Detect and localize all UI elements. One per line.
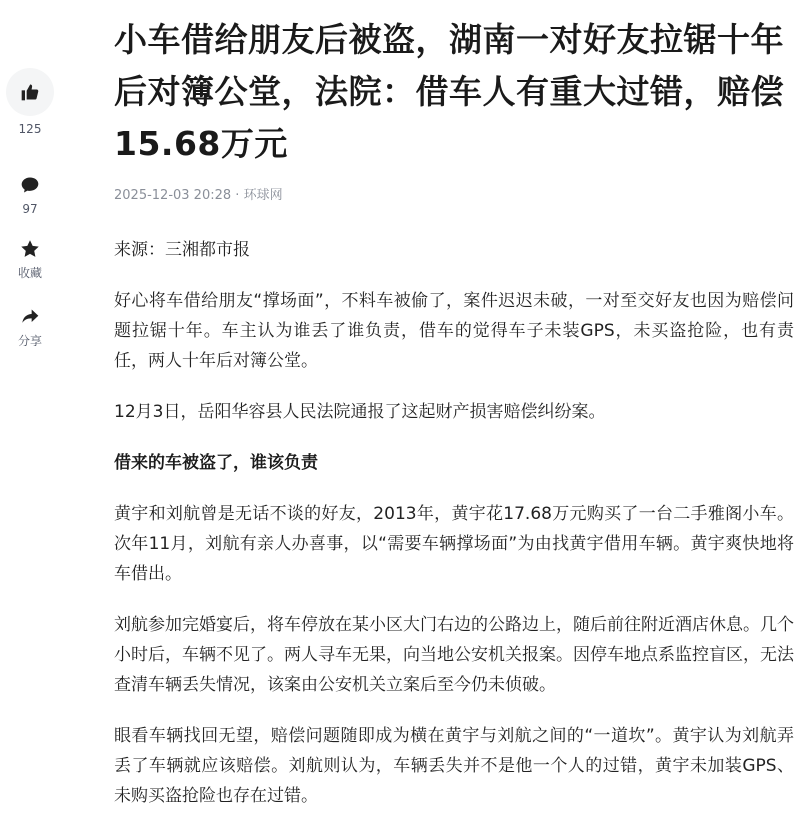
- paragraph: 12月3日，岳阳华容县人民法院通报了这起财产损害赔偿纠纷案。: [114, 402, 606, 422]
- share-label: 分享: [17, 334, 42, 348]
- source-line: 来源：三湘都市报: [114, 240, 250, 260]
- comment-button[interactable]: [0, 174, 60, 216]
- comment-icon-wrap: [0, 174, 60, 196]
- share-button[interactable]: [0, 306, 60, 348]
- article-body: [114, 235, 794, 811]
- paragraph: 黄宇和刘航曾是无话不谈的好友，2013年，黄宇花17.68万元购买了一台二手雅阁小车。次年11月，刘航有亲人办喜事，以“需要车辆撑场面”为由找黄宇借用车辆。黄宇爽快地将车借出。: [114, 504, 794, 584]
- paragraph: 好心将车借给朋友“撑场面”，不料车被偷了，案件迟迟未破，一对至交好友也因为赔偿问题拉锯十年。车主认为谁丢了谁负责，借车的觉得车子未装GPS，未买盗抢险，也有责任，两人十年后对簿公堂。: [114, 291, 794, 371]
- share-icon-wrap: [0, 306, 60, 328]
- thumbs-up-icon: [20, 82, 40, 102]
- like-button[interactable]: [0, 68, 60, 136]
- share-icon: [20, 307, 40, 327]
- publish-date: 2025-12-03 20:28: [114, 188, 232, 203]
- article-title: 小车借给朋友后被盗，湖南一对好友拉锯十年后对簿公堂，法院：借车人有重大过错，赔偿15.68万元: [114, 20, 784, 163]
- publisher-name[interactable]: 环球网: [243, 188, 283, 203]
- comment-count: 97: [22, 202, 38, 216]
- star-icon: [19, 238, 41, 260]
- favorite-label: 收藏: [17, 266, 42, 280]
- like-count: 125: [18, 122, 42, 136]
- comment-icon: [20, 175, 40, 195]
- favorite-button[interactable]: [0, 238, 60, 280]
- article-meta: [114, 187, 794, 205]
- section-heading: 借来的车被盗了，谁该负责: [114, 453, 318, 473]
- paragraph: 刘航参加完婚宴后，将车停放在某小区大门右边的公路边上，随后前往附近酒店休息。几个小时后，车辆不见了。两人寻车无果，向当地公安机关报案。因停车地点系监控盲区，无法查清车辆丢失情况，该案由公安机关立案后至今仍未侦破。: [114, 615, 794, 695]
- like-icon-circle[interactable]: [6, 68, 54, 116]
- article: [114, 0, 794, 832]
- favorite-icon-wrap: [0, 238, 60, 260]
- meta-separator: ·: [231, 188, 244, 203]
- paragraph: 眼看车辆找回无望，赔偿问题随即成为横在黄宇与刘航之间的“一道坎”。黄宇认为刘航弄丢了车辆就应该赔偿。刘航则认为，车辆丢失并不是他一个人的过错，黄宇未加装GPS、未购买盗抢险也存在过错。: [114, 726, 794, 806]
